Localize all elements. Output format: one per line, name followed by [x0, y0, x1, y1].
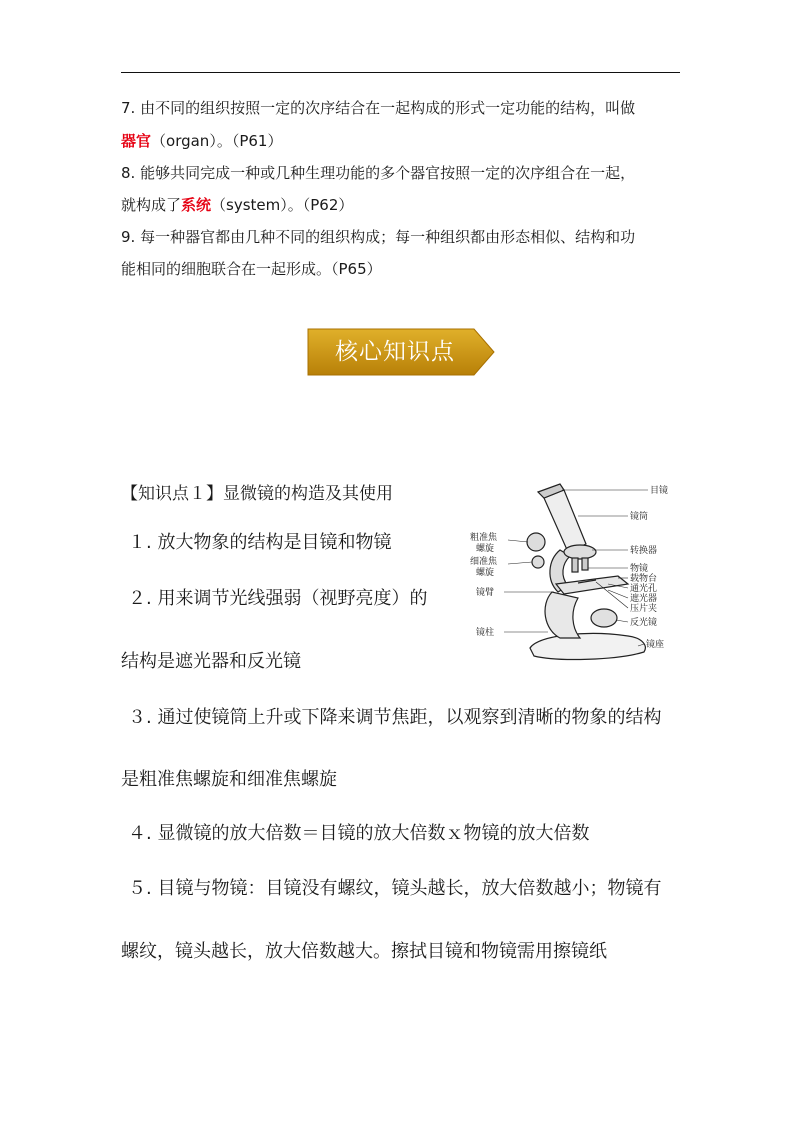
- knowledge-item-1: １. 放大物象的结构是目镜和物镜: [128, 532, 392, 553]
- label-mirror: 反光镜: [630, 618, 658, 628]
- label-arm: 镜臂: [476, 588, 495, 598]
- label-stage-clip: 压片夹: [630, 604, 658, 614]
- label-nosepiece: 转换器: [630, 546, 658, 556]
- badge-label: 核心知识点: [335, 339, 455, 365]
- knowledge-title: 【知识点１】显微镜的构造及其使用: [121, 484, 393, 504]
- note-text: 能够共同完成一种或几种生理功能的多个器官按照一定的次序组合在一起，: [140, 164, 636, 182]
- header-rule: [121, 72, 680, 73]
- knowledge-item-5: ５. 目镜与物镜：目镜没有螺纹，镜头越长，放大倍数越小；物镜有: [128, 878, 662, 899]
- term-organ: 器官: [121, 132, 152, 150]
- note-text: 就构成了: [121, 196, 182, 214]
- note-number: 8.: [121, 164, 136, 182]
- term-gloss: （system）。（P62）: [211, 196, 354, 214]
- label-eyepiece: 目镜: [650, 486, 669, 496]
- note-text: 每一种器官都由几种不同的组织构成；每一种组织都由形态相似、结构和功: [140, 228, 636, 246]
- knowledge-item-2-cont: 结构是遮光器和反光镜: [121, 651, 301, 672]
- term-gloss: （organ）。（P61）: [151, 132, 283, 150]
- note-8-line1: [121, 163, 635, 183]
- note-8-line2: [121, 195, 353, 215]
- knowledge-item-3-cont: 是粗准焦螺旋和细准焦螺旋: [121, 769, 337, 790]
- note-9-line2: [121, 259, 382, 279]
- microscope-illustration: [468, 480, 690, 670]
- knowledge-item-3: ３. 通过使镜筒上升或下降来调节焦距，以观察到清晰的物象的结构: [128, 707, 662, 728]
- knowledge-item-2: ２. 用来调节光线强弱（视野亮度）的: [128, 588, 428, 609]
- label-coarse-1: 粗准焦: [470, 533, 498, 543]
- label-aperture: 通光孔: [630, 584, 658, 594]
- note-7-line2: [121, 131, 282, 151]
- knowledge-item-5-cont: 螺纹，镜头越长，放大倍数越大。擦拭目镜和物镜需用擦镜纸: [121, 941, 607, 962]
- label-fine-2: 螺旋: [476, 568, 495, 578]
- label-coarse-2: 螺旋: [476, 544, 495, 554]
- note-text: 能相同的细胞联合在一起形成。（P65）: [121, 260, 382, 278]
- note-number: 7.: [121, 99, 136, 117]
- note-text: 由不同的组织按照一定的次序结合在一起构成的形式一定功能的结构，叫做: [140, 99, 636, 117]
- note-7-line1: [121, 98, 635, 118]
- label-diaphragm: 遮光器: [630, 594, 658, 604]
- label-objective: 物镜: [630, 564, 649, 574]
- knowledge-item-4: ４. 显微镜的放大倍数＝目镜的放大倍数ｘ物镜的放大倍数: [128, 823, 590, 844]
- label-fine-1: 细准焦: [470, 557, 498, 567]
- note-9-line1: [121, 227, 635, 247]
- note-number: 9.: [121, 228, 136, 246]
- microscope-diagram: [468, 480, 690, 670]
- label-pillar: 镜柱: [476, 628, 495, 638]
- label-base: 镜座: [646, 640, 665, 650]
- label-tube: 镜筒: [630, 512, 649, 522]
- term-system: 系统: [181, 196, 212, 214]
- label-stage: 载物台: [630, 574, 658, 584]
- section-badge: [306, 327, 496, 377]
